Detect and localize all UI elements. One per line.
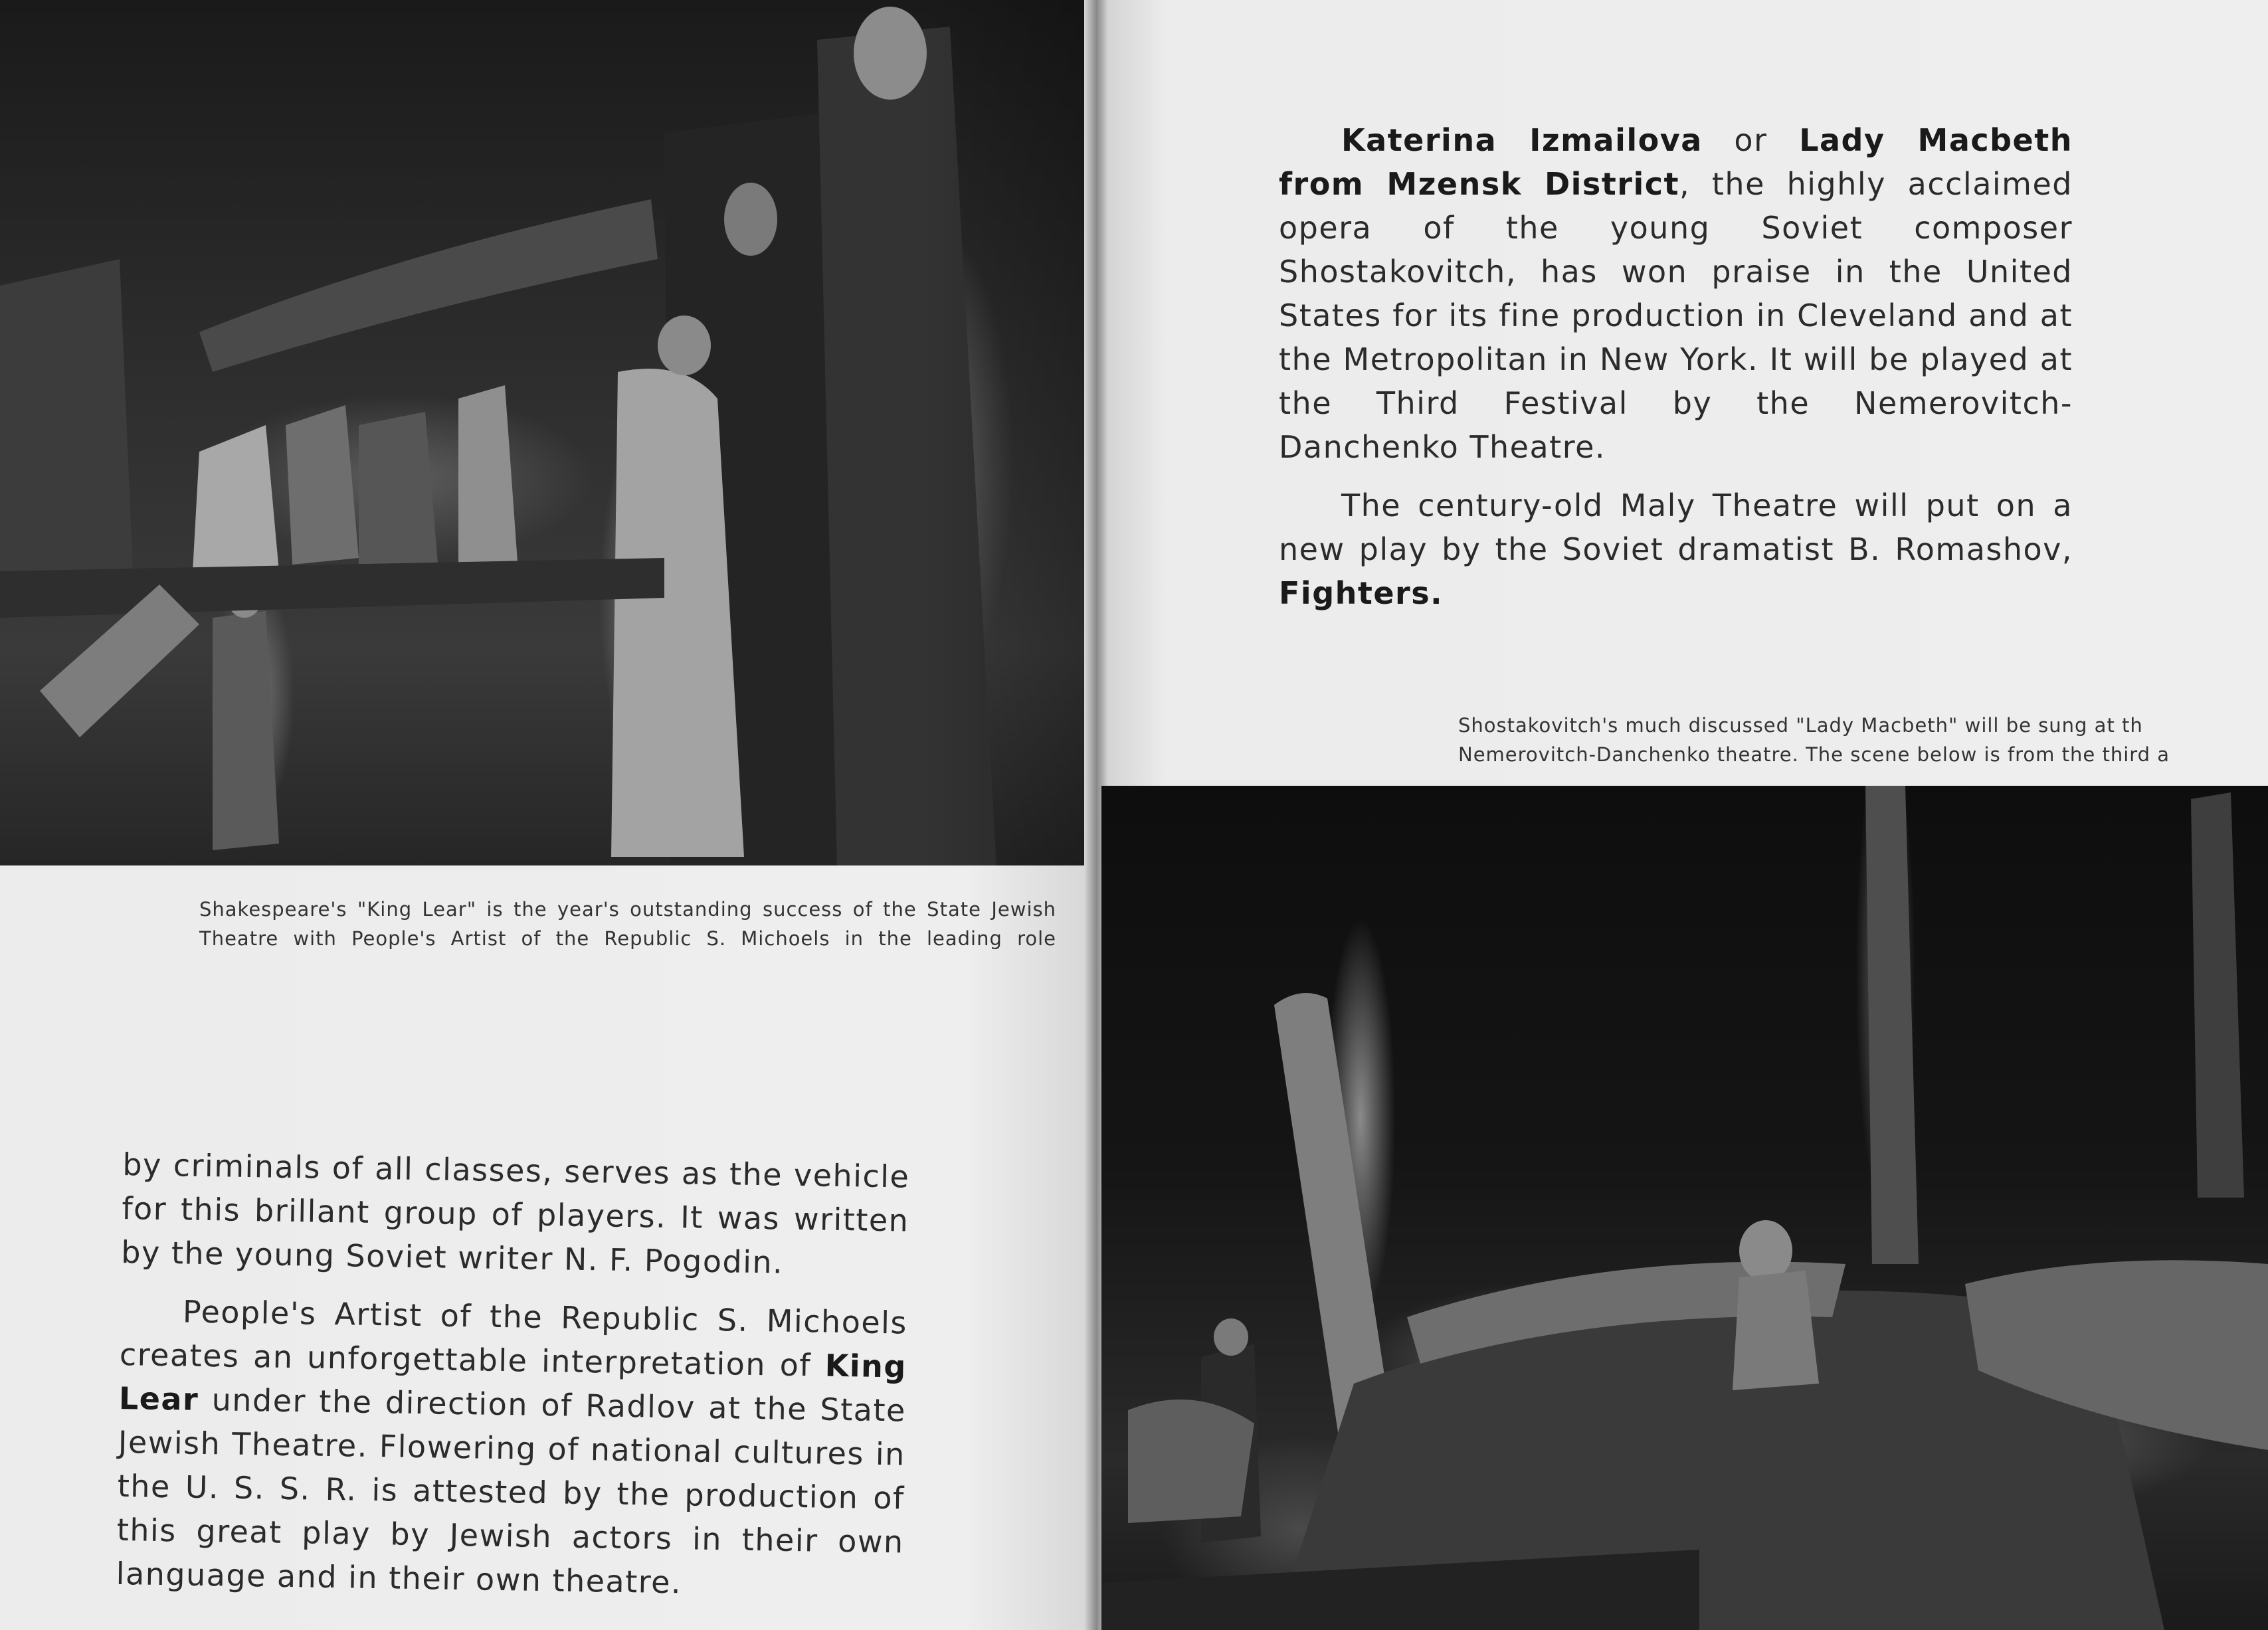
left-page-body-text — [116, 1142, 910, 1623]
lady-macbeth-caption-line-2: Nemerovitch-Danchenko theatre. The scene below is from the third a — [1458, 743, 2170, 766]
katerina-izmailova-title: Katerina Izmailova — [1341, 122, 1703, 158]
right-paragraph-1 — [1279, 118, 2073, 469]
left-paragraph-2 — [116, 1289, 907, 1608]
fighters-title: Fighters. — [1279, 575, 1444, 611]
left-paragraph-1: by criminals of all classes, serves as the vehicle for this brillant group of players. It was written by the young Soviet writer N. F. Pogodin. — [120, 1146, 910, 1281]
left-paragraph-2-text-a: People's Artist of the Republic S. Michoels creates an unforgettable interpretation of — [119, 1293, 908, 1384]
lady-macbeth-stage-photo — [1101, 786, 2268, 1630]
left-page — [0, 0, 1096, 1630]
right-page-body-text — [1279, 118, 2073, 630]
lady-macbeth-caption — [1458, 711, 2268, 769]
lady-macbeth-photo-illustration — [1101, 786, 2268, 1630]
right-paragraph-2-text: The century-old Maly Theatre will put on a new play by the Soviet dramatist B. Romashov, — [1279, 488, 2073, 567]
right-paragraph-1-or: or — [1702, 122, 1800, 158]
right-paragraph-1-text: , the highly acclaimed opera of the young Soviet composer Shostakovitch, has won praise in the United States for its fine production in Cleveland and at the Metropolitan in New York. It will be played at the Third Festival by the Nemerovitch-Danchenko Theatre. — [1279, 166, 2073, 465]
king-lear-caption: Shakespeare's "King Lear" is the year's outstanding success of the State Jewish Theatre with People's Artist of the Republic S. Michoels in the leading role — [199, 898, 1056, 950]
lady-macbeth-caption-line-1: Shostakovitch's much discussed "Lady Macbeth" will be sung at th — [1458, 714, 2143, 737]
left-paragraph-2-text-b: under the direction of Radlov at the State Jewish Theatre. Flowering of national cultures in the U. S. S. R. is attested by the production of this great play by Jewish actors in their own language and in their own theatre. — [116, 1381, 907, 1601]
king-lear-title: King Lear — [118, 1347, 907, 1417]
right-paragraph-2 — [1279, 484, 2073, 615]
lear-photo-shade — [0, 0, 1084, 865]
king-lear-stage-photo — [0, 0, 1084, 865]
lady-macbeth-title: Lady Macbeth from Mzensk District — [1279, 122, 2073, 202]
